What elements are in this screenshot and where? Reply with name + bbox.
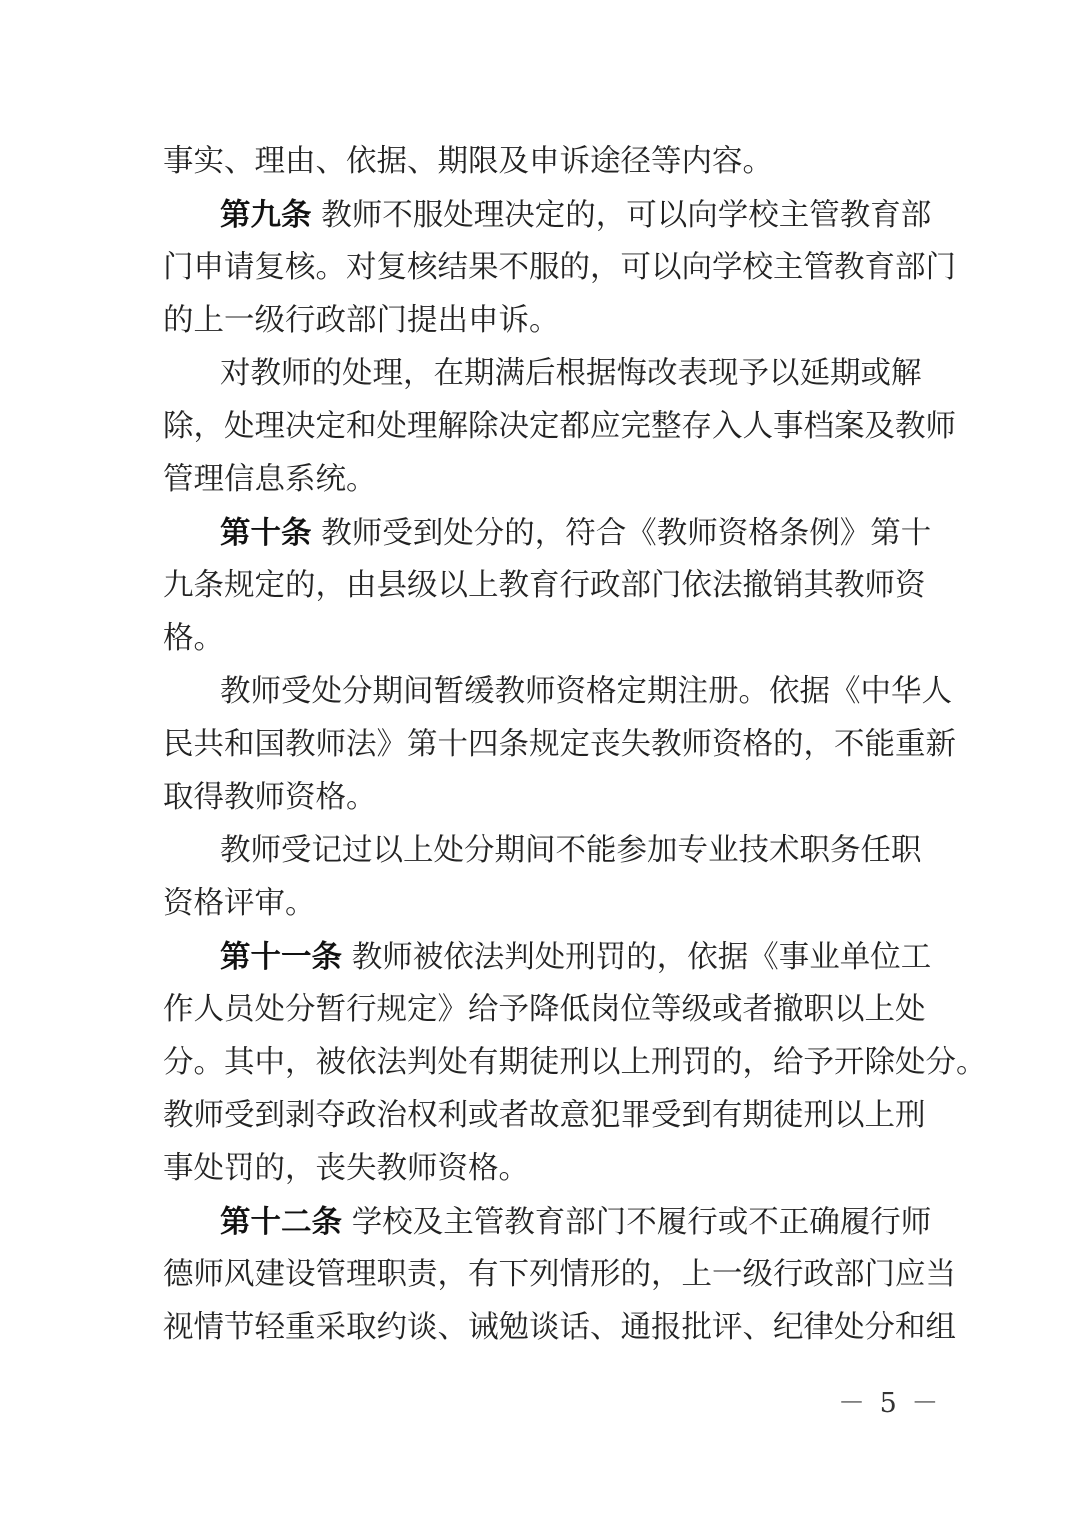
text-line: 德师风建设管理职责，有下列情形的，上一级行政部门应当: [163, 1257, 956, 1292]
page-number: － 5 －: [838, 1388, 942, 1419]
text-line: 对教师的处理，在期满后根据悔改表现予以延期或解: [220, 356, 922, 391]
article-heading-line: 第十条 教师受到处分的，符合《教师资格条例》第十: [220, 515, 932, 551]
text-line: 分。其中，被依法判处有期徒刑以上刑罚的，给予开除处分。: [163, 1045, 987, 1080]
article-heading-line: 第十二条 学校及主管教育部门不履行或不正确履行师: [220, 1204, 932, 1240]
text-line: 除，处理决定和处理解除决定都应完整存入人事档案及教师: [163, 409, 956, 444]
text-line: 的上一级行政部门提出申诉。: [163, 303, 560, 338]
article-heading-line: 第十一条 教师被依法判处刑罚的，依据《事业单位工: [220, 939, 932, 975]
text-line: 取得教师资格。: [163, 780, 377, 815]
text-line: 教师受到剥夺政治权利或者故意犯罪受到有期徒刑以上刑: [163, 1098, 926, 1133]
text-line: 教师受记过以上处分期间不能参加专业技术职务任职: [220, 833, 922, 868]
text-line: 资格评审。: [163, 886, 316, 921]
text-line: 教师受处分期间暂缓教师资格定期注册。依据《中华人: [220, 674, 952, 709]
text-line: 民共和国教师法》第十四条规定丧失教师资格的，不能重新: [163, 727, 956, 762]
text-line: 格。: [163, 621, 224, 656]
text-line: 事实、理由、依据、期限及申诉途径等内容。: [163, 144, 773, 179]
text-line: 门申请复核。对复核结果不服的，可以向学校主管教育部门: [163, 250, 956, 285]
text-line: 管理信息系统。: [163, 462, 377, 497]
article-heading: 第十二条: [220, 1204, 342, 1240]
article-heading-line: 第九条 教师不服处理决定的，可以向学校主管教育部: [220, 197, 932, 233]
text-line: 九条规定的，由县级以上教育行政部门依法撤销其教师资: [163, 568, 926, 603]
article-heading: 第十一条: [220, 939, 342, 975]
article-heading: 第九条: [220, 197, 312, 233]
article-heading: 第十条: [220, 515, 312, 551]
text-line: 事处罚的，丧失教师资格。: [163, 1151, 529, 1186]
text-line: 作人员处分暂行规定》给予降低岗位等级或者撤职以上处: [163, 992, 926, 1027]
text-line: 视情节轻重采取约谈、诫勉谈话、通报批评、纪律处分和组: [163, 1310, 956, 1345]
